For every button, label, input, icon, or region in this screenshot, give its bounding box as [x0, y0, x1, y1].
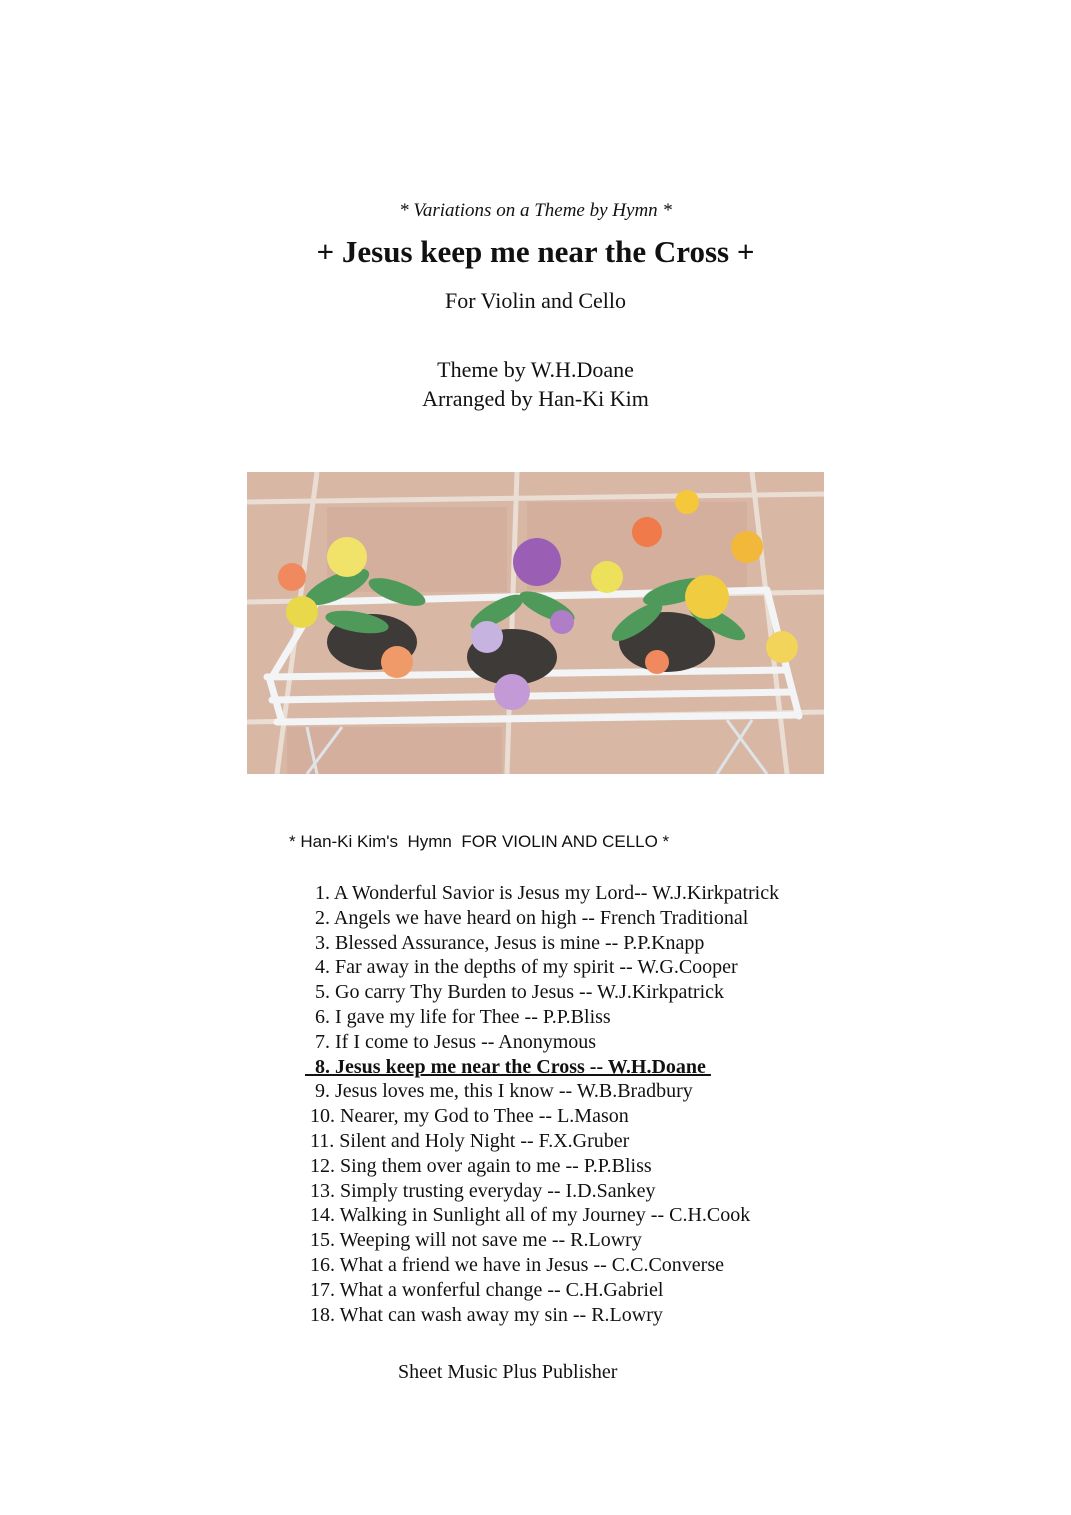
list-item: 4. Far away in the depths of my spirit -- W.G.Cooper [305, 956, 738, 979]
list-item: 13. Simply trusting everyday -- I.D.Sankey [305, 1179, 656, 1202]
list-item: 6. I gave my life for Thee -- P.P.Bliss [305, 1005, 611, 1028]
cover-photo [247, 472, 824, 774]
page-title: + Jesus keep me near the Cross + [316, 234, 755, 269]
list-item: 16. What a friend we have in Jesus -- C.C.Converse [305, 1253, 724, 1276]
list-item: 17. What a wonferful change -- C.H.Gabriel [305, 1278, 664, 1301]
list-item: 2. Angels we have heard on high -- French Traditional [305, 906, 749, 929]
publisher: Sheet Music Plus Publisher [398, 1361, 618, 1383]
flower-pots-illustration [247, 472, 824, 774]
list-item: 7. If I come to Jesus -- Anonymous [305, 1030, 597, 1053]
list-item: 5. Go carry Thy Burden to Jesus -- W.J.Kirkpatrick [305, 981, 725, 1004]
list-item: 9. Jesus loves me, this I know -- W.B.Bradbury [305, 1080, 693, 1103]
list-item-current: 8. Jesus keep me near the Cross -- W.H.Doane [305, 1055, 711, 1078]
list-item: 1. A Wonderful Savior is Jesus my Lord-- W.J.Kirkpatrick [305, 882, 780, 904]
list-item: 12. Sing them over again to me -- P.P.Bliss [305, 1154, 652, 1177]
hymn-list [305, 881, 779, 1327]
series-title: * Variations on a Theme by Hymn * [399, 200, 672, 221]
list-item: 10. Nearer, my God to Thee -- L.Mason [305, 1105, 629, 1128]
theme-credit: Theme by W.H.Doane [437, 357, 634, 382]
list-item: 18. What can wash away my sin -- R.Lowry [305, 1303, 663, 1326]
list-item: 14. Walking in Sunlight all of my Journey -- C.H.Cook [305, 1204, 751, 1227]
instrumentation-subtitle: For Violin and Cello [445, 288, 626, 313]
list-item: 15. Weeping will not save me -- R.Lowry [305, 1229, 642, 1252]
list-item: 3. Blessed Assurance, Jesus is mine -- P.P.Knapp [305, 931, 705, 954]
hymn-list-heading: * Han-Ki Kim's Hymn FOR VIOLIN AND CELLO * [289, 832, 670, 851]
credits [0, 355, 1071, 413]
arranger-credit: Arranged by Han-Ki Kim [422, 386, 649, 411]
list-item: 11. Silent and Holy Night -- F.X.Gruber [305, 1129, 630, 1152]
